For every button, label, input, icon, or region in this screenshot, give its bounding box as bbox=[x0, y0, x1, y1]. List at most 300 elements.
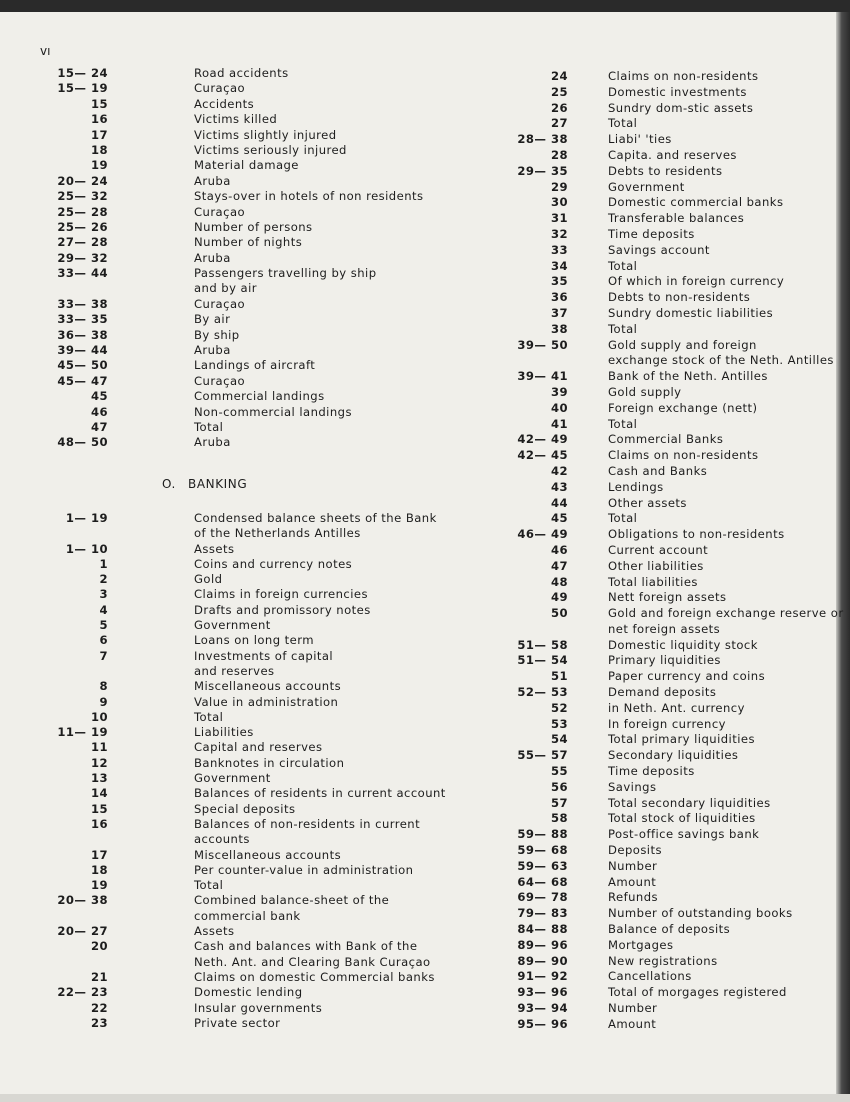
table-number bbox=[40, 832, 108, 847]
entry-title: Government bbox=[608, 179, 685, 194]
entry-title: Insular governments bbox=[194, 1000, 323, 1015]
index-entry bbox=[40, 143, 424, 158]
entry-title: Number of outstanding books bbox=[608, 906, 793, 921]
table-number: 16 bbox=[90, 112, 108, 127]
table-number: 13 bbox=[90, 771, 108, 786]
table-number: 36— 38 bbox=[57, 327, 108, 342]
table-number: 6 bbox=[99, 633, 108, 648]
entry-title: Assets bbox=[194, 924, 235, 939]
scan-bottom-edge bbox=[0, 1094, 850, 1102]
index-entry bbox=[40, 893, 446, 908]
index-entry bbox=[500, 717, 844, 733]
index-entry bbox=[40, 66, 424, 81]
index-entry bbox=[500, 417, 844, 433]
entry-title: Claims in foreign currencies bbox=[194, 587, 368, 602]
index-entry bbox=[500, 116, 844, 132]
entry-title: Post-office savings bank bbox=[608, 827, 760, 842]
index-entry bbox=[500, 606, 844, 622]
entry-title: Per counter-value in administration bbox=[194, 862, 414, 877]
table-number: 3 bbox=[99, 587, 108, 602]
table-number: 30 bbox=[550, 195, 568, 210]
table-number: 1— 10 bbox=[65, 541, 108, 556]
entry-title: Total liabilities bbox=[608, 574, 698, 589]
index-entry bbox=[500, 369, 844, 385]
index-entry bbox=[500, 1001, 844, 1017]
table-number: 39— 41 bbox=[517, 369, 568, 384]
entry-title: Value in administration bbox=[194, 694, 339, 709]
table-number: 15— 19 bbox=[57, 81, 108, 96]
index-entry bbox=[500, 890, 844, 906]
table-number: 32 bbox=[550, 226, 568, 241]
index-entry bbox=[500, 69, 844, 85]
table-number: 33— 38 bbox=[57, 296, 108, 311]
index-entry bbox=[500, 843, 844, 859]
entry-title: Stays-over in hotels of non residents bbox=[194, 189, 424, 204]
table-number: 11 bbox=[90, 740, 108, 755]
index-entry bbox=[500, 1017, 844, 1033]
index-entry bbox=[40, 374, 424, 389]
index-entry bbox=[40, 572, 446, 587]
table-number: 48— 50 bbox=[57, 435, 108, 450]
table-number: 46— 49 bbox=[517, 527, 568, 542]
entry-title: Material damage bbox=[194, 158, 299, 173]
table-number: 5 bbox=[99, 618, 108, 633]
entry-title: In foreign currency bbox=[608, 716, 726, 731]
index-entry bbox=[40, 740, 446, 755]
table-number: 15 bbox=[90, 96, 108, 111]
entry-title: Aruba bbox=[194, 173, 231, 188]
entry-title: Victims killed bbox=[194, 112, 278, 127]
entry-title: Cash and balances with Bank of the bbox=[194, 939, 418, 954]
entry-title: Total bbox=[608, 321, 638, 336]
index-entry bbox=[500, 480, 844, 496]
index-entry bbox=[40, 420, 424, 435]
index-entry bbox=[500, 448, 844, 464]
entry-title: Cash and Banks bbox=[608, 463, 708, 478]
index-entry bbox=[40, 112, 424, 127]
index-entry bbox=[500, 432, 844, 448]
table-number: 20— 38 bbox=[57, 893, 108, 908]
entry-title: net foreign assets bbox=[608, 621, 721, 636]
section-letter: O. bbox=[162, 477, 176, 491]
entry-title: Aruba bbox=[194, 250, 231, 265]
entry-title: Other liabilities bbox=[608, 558, 704, 573]
index-entry bbox=[500, 543, 844, 559]
entry-title: Total secondary liquidities bbox=[608, 795, 771, 810]
index-entry bbox=[40, 328, 424, 343]
table-number: 4 bbox=[99, 602, 108, 617]
entry-title: in Neth. Ant. currency bbox=[608, 700, 745, 715]
table-number: 7 bbox=[99, 648, 108, 663]
entry-title: By air bbox=[194, 312, 231, 327]
entry-title: Amount bbox=[608, 874, 657, 889]
entry-title: Primary liquidities bbox=[608, 653, 721, 668]
table-number: 57 bbox=[550, 795, 568, 810]
table-number: 17 bbox=[90, 847, 108, 862]
table-number: 79— 83 bbox=[517, 906, 568, 921]
table-number: 25 bbox=[550, 84, 568, 99]
index-entry bbox=[40, 695, 446, 710]
index-entry bbox=[40, 81, 424, 96]
entry-title: Liabilities bbox=[194, 725, 254, 740]
table-number: 95— 96 bbox=[517, 1016, 568, 1031]
table-number: 45 bbox=[550, 511, 568, 526]
entry-title: Domestic commercial banks bbox=[608, 195, 784, 210]
index-entry bbox=[40, 389, 424, 404]
entry-title: Curaçao bbox=[194, 296, 246, 311]
index-entry bbox=[500, 922, 844, 938]
table-number: 45— 47 bbox=[57, 373, 108, 388]
index-entry bbox=[40, 817, 446, 832]
index-entry bbox=[500, 496, 844, 512]
index-entry bbox=[500, 385, 844, 401]
table-number: 33 bbox=[550, 242, 568, 257]
entry-title: of the Netherlands Antilles bbox=[194, 526, 361, 541]
table-number: 22— 23 bbox=[57, 985, 108, 1000]
index-entry bbox=[500, 401, 844, 417]
index-entry bbox=[40, 664, 446, 679]
table-number: 47 bbox=[550, 558, 568, 573]
entry-title: Gold supply and foreign bbox=[608, 337, 757, 352]
index-list-left-top bbox=[40, 66, 424, 451]
index-entry bbox=[40, 511, 446, 526]
entry-title: Domestic liquidity stock bbox=[608, 637, 758, 652]
table-number: 28— 38 bbox=[517, 132, 568, 147]
index-entry bbox=[500, 575, 844, 591]
index-entry bbox=[500, 101, 844, 117]
table-number: 10 bbox=[90, 709, 108, 724]
entry-title: Curaçao bbox=[194, 81, 246, 96]
index-entry bbox=[500, 290, 844, 306]
entry-title: Bank of the Neth. Antilles bbox=[608, 369, 768, 384]
table-number: 54 bbox=[550, 732, 568, 747]
index-entry bbox=[500, 796, 844, 812]
entry-title: Total of morgages registered bbox=[608, 985, 787, 1000]
index-entry bbox=[500, 559, 844, 575]
entry-title: Curaçao bbox=[194, 204, 246, 219]
table-number: 18 bbox=[90, 862, 108, 877]
entry-title: Combined balance-sheet of the bbox=[194, 893, 390, 908]
section-heading bbox=[162, 477, 259, 491]
index-entry bbox=[40, 1016, 446, 1031]
table-number: 12 bbox=[90, 755, 108, 770]
table-number bbox=[40, 281, 108, 296]
table-number bbox=[40, 526, 108, 541]
table-number: 15— 24 bbox=[57, 66, 108, 80]
entry-title: Deposits bbox=[608, 843, 662, 858]
entry-title: Claims on non-residents bbox=[608, 69, 759, 83]
index-entry bbox=[500, 622, 844, 638]
table-number: 25— 32 bbox=[57, 189, 108, 204]
table-number: 20— 27 bbox=[57, 924, 108, 939]
entry-title: Neth. Ant. and Clearing Bank Curaçao bbox=[194, 954, 431, 969]
table-number: 45— 50 bbox=[57, 358, 108, 373]
entry-title: Refunds bbox=[608, 890, 658, 905]
index-entry bbox=[500, 85, 844, 101]
entry-title: Lendings bbox=[608, 479, 664, 494]
index-list-right bbox=[500, 69, 844, 1033]
entry-title: Savings account bbox=[608, 242, 710, 257]
table-number: 1 bbox=[99, 556, 108, 571]
entry-title: Number bbox=[608, 858, 658, 873]
entry-title: exchange stock of the Neth. Antilles bbox=[608, 353, 834, 368]
index-entry bbox=[500, 306, 844, 322]
index-list-banking bbox=[40, 511, 446, 1031]
index-entry bbox=[500, 511, 844, 527]
entry-title: Road accidents bbox=[194, 66, 289, 80]
entry-title: Number of persons bbox=[194, 219, 313, 234]
index-entry bbox=[40, 358, 424, 373]
entry-title: Total bbox=[608, 258, 638, 273]
table-number: 33— 35 bbox=[57, 312, 108, 327]
entry-title: Commercial landings bbox=[194, 389, 325, 404]
table-number: 46 bbox=[90, 404, 108, 419]
scan-top-border bbox=[0, 0, 850, 12]
index-entry bbox=[500, 259, 844, 275]
entry-title: Paper currency and coins bbox=[608, 669, 766, 684]
index-entry bbox=[500, 338, 844, 354]
index-entry bbox=[40, 557, 446, 572]
index-entry bbox=[500, 685, 844, 701]
index-entry bbox=[40, 939, 446, 954]
table-number: 52 bbox=[550, 700, 568, 715]
entry-title: Savings bbox=[608, 779, 657, 794]
index-entry bbox=[500, 353, 844, 369]
index-entry bbox=[40, 863, 446, 878]
entry-title: Debts to non-residents bbox=[608, 290, 751, 305]
table-number: 11— 19 bbox=[57, 725, 108, 740]
entry-title: Claims on non-residents bbox=[608, 448, 759, 463]
index-entry bbox=[500, 148, 844, 164]
table-number: 43 bbox=[550, 479, 568, 494]
index-entry bbox=[40, 174, 424, 189]
index-entry bbox=[500, 827, 844, 843]
entry-title: Sundry domestic liabilities bbox=[608, 305, 774, 320]
index-entry bbox=[500, 701, 844, 717]
table-number: 39— 44 bbox=[57, 343, 108, 358]
table-number: 42— 49 bbox=[517, 432, 568, 447]
index-entry bbox=[40, 158, 424, 173]
table-number: 42 bbox=[550, 463, 568, 478]
entry-title: Mortgages bbox=[608, 937, 674, 952]
table-number bbox=[500, 622, 568, 638]
entry-title: Passengers travelling by ship bbox=[194, 266, 377, 281]
entry-title: Capital and reserves bbox=[194, 740, 323, 755]
entry-title: Balances of non-residents in current bbox=[194, 816, 421, 831]
entry-title: Banknotes in circulation bbox=[194, 755, 345, 770]
table-number: 24 bbox=[550, 69, 568, 83]
index-entry bbox=[500, 638, 844, 654]
table-number: 27— 28 bbox=[57, 235, 108, 250]
entry-title: Transferable balances bbox=[608, 211, 745, 226]
index-entry bbox=[40, 587, 446, 602]
entry-title: Total stock of liquidities bbox=[608, 811, 756, 826]
table-number: 27 bbox=[550, 116, 568, 131]
entry-title: Capita. and reserves bbox=[608, 147, 737, 162]
section-title: BANKING bbox=[187, 477, 248, 491]
entry-title: New registrations bbox=[608, 953, 718, 968]
index-entry bbox=[500, 906, 844, 922]
entry-title: Government bbox=[194, 618, 271, 633]
entry-title: Cancellations bbox=[608, 969, 692, 984]
index-entry bbox=[500, 780, 844, 796]
index-entry bbox=[40, 235, 424, 250]
index-entry bbox=[40, 435, 424, 450]
index-entry bbox=[500, 227, 844, 243]
table-number: 44 bbox=[550, 495, 568, 510]
index-entry bbox=[500, 180, 844, 196]
index-entry bbox=[40, 909, 446, 924]
entry-title: commercial bank bbox=[194, 908, 301, 923]
index-entry bbox=[40, 220, 424, 235]
entry-title: Miscellaneous accounts bbox=[194, 847, 342, 862]
entry-title: Claims on domestic Commercial banks bbox=[194, 969, 435, 984]
table-number bbox=[40, 955, 108, 970]
index-entry bbox=[40, 649, 446, 664]
index-entry bbox=[500, 969, 844, 985]
entry-title: By ship bbox=[194, 327, 240, 342]
entry-title: Secondary liquidities bbox=[608, 748, 739, 763]
entry-title: Time deposits bbox=[608, 764, 695, 779]
entry-title: Domestic investments bbox=[608, 84, 747, 99]
index-entry bbox=[40, 312, 424, 327]
table-number: 64— 68 bbox=[517, 874, 568, 889]
index-entry bbox=[40, 710, 446, 725]
index-entry bbox=[40, 970, 446, 985]
entry-title: Government bbox=[194, 771, 271, 786]
entry-title: Non-commercial landings bbox=[194, 404, 352, 419]
index-entry bbox=[40, 189, 424, 204]
entry-title: Victims slightly injured bbox=[194, 127, 337, 142]
entry-title: Obligations to non-residents bbox=[608, 527, 785, 542]
table-number: 9 bbox=[99, 694, 108, 709]
table-number: 53 bbox=[550, 716, 568, 731]
table-number: 34 bbox=[550, 258, 568, 273]
entry-title: Domestic lending bbox=[194, 985, 303, 1000]
entry-title: Nett foreign assets bbox=[608, 590, 727, 605]
table-number: 35 bbox=[550, 274, 568, 289]
index-entry bbox=[40, 205, 424, 220]
table-number: 23 bbox=[90, 1015, 108, 1030]
table-number: 51— 54 bbox=[517, 653, 568, 668]
table-number: 25— 28 bbox=[57, 204, 108, 219]
table-number: 15 bbox=[90, 801, 108, 816]
entry-title: Assets bbox=[194, 541, 235, 556]
entry-title: Total bbox=[608, 511, 638, 526]
table-number: 33— 44 bbox=[57, 266, 108, 281]
index-entry bbox=[500, 132, 844, 148]
entry-title: Sundry dom-stic assets bbox=[608, 100, 754, 115]
index-entry bbox=[500, 274, 844, 290]
table-number: 14 bbox=[90, 786, 108, 801]
index-entry bbox=[500, 211, 844, 227]
index-entry bbox=[500, 764, 844, 780]
entry-title: Condensed balance sheets of the Bank bbox=[194, 511, 437, 525]
index-entry bbox=[500, 243, 844, 259]
table-number bbox=[500, 353, 568, 369]
index-entry bbox=[500, 748, 844, 764]
table-number bbox=[40, 909, 108, 924]
entry-title: Victims seriously injured bbox=[194, 142, 347, 157]
table-number: 8 bbox=[99, 679, 108, 694]
index-entry bbox=[40, 1001, 446, 1016]
entry-title: Drafts and promissory notes bbox=[194, 602, 371, 617]
entry-title: Amount bbox=[608, 1016, 657, 1031]
entry-title: Time deposits bbox=[608, 226, 695, 241]
index-entry bbox=[500, 859, 844, 875]
entry-title: Private sector bbox=[194, 1015, 281, 1030]
table-number: 39— 50 bbox=[517, 337, 568, 352]
entry-title: Current account bbox=[608, 542, 709, 557]
index-entry bbox=[40, 297, 424, 312]
entry-title: Landings of aircraft bbox=[194, 358, 316, 373]
index-entry bbox=[40, 343, 424, 358]
entry-title: Total bbox=[194, 419, 224, 434]
table-number: 59— 63 bbox=[517, 858, 568, 873]
index-entry bbox=[40, 802, 446, 817]
index-entry bbox=[500, 464, 844, 480]
table-number: 58 bbox=[550, 811, 568, 826]
table-number: 38 bbox=[550, 321, 568, 336]
entry-title: Total bbox=[194, 878, 224, 893]
table-number: 59— 68 bbox=[517, 843, 568, 858]
index-entry bbox=[40, 985, 446, 1000]
table-number: 40 bbox=[550, 400, 568, 415]
table-number: 42— 45 bbox=[517, 448, 568, 463]
index-entry bbox=[500, 653, 844, 669]
table-number: 49 bbox=[550, 590, 568, 605]
table-number: 19 bbox=[90, 878, 108, 893]
entry-title: Total bbox=[194, 709, 224, 724]
table-number: 21 bbox=[90, 969, 108, 984]
table-number: 59— 88 bbox=[517, 827, 568, 842]
entry-title: Commercial Banks bbox=[608, 432, 724, 447]
entry-title: Demand deposits bbox=[608, 685, 717, 700]
entry-title: Number of nights bbox=[194, 235, 303, 250]
entry-title: Curaçao bbox=[194, 373, 246, 388]
index-entry bbox=[500, 985, 844, 1001]
table-number bbox=[40, 664, 108, 679]
entry-title: Total bbox=[608, 416, 638, 431]
index-entry bbox=[40, 848, 446, 863]
table-number: 18 bbox=[90, 142, 108, 157]
table-number: 41 bbox=[550, 416, 568, 431]
table-number: 84— 88 bbox=[517, 922, 568, 937]
table-number: 56 bbox=[550, 779, 568, 794]
table-number: 39 bbox=[550, 384, 568, 399]
entry-title: Of which in foreign currency bbox=[608, 274, 785, 289]
index-entry bbox=[40, 251, 424, 266]
entry-title: Total primary liquidities bbox=[608, 732, 755, 747]
table-number: 89— 96 bbox=[517, 937, 568, 952]
table-number: 45 bbox=[90, 389, 108, 404]
table-number: 1— 19 bbox=[65, 511, 108, 525]
index-entry bbox=[500, 195, 844, 211]
entry-title: accounts bbox=[194, 832, 250, 847]
entry-title: Accidents bbox=[194, 96, 255, 111]
table-number: 2 bbox=[99, 572, 108, 587]
table-number: 89— 90 bbox=[517, 953, 568, 968]
index-entry bbox=[40, 97, 424, 112]
index-entry bbox=[40, 266, 424, 281]
index-entry bbox=[40, 679, 446, 694]
index-entry bbox=[500, 669, 844, 685]
index-entry bbox=[40, 725, 446, 740]
table-number: 93— 96 bbox=[517, 985, 568, 1000]
entry-title: Other assets bbox=[608, 495, 687, 510]
entry-title: Balances of residents in current account bbox=[194, 786, 446, 801]
entry-title: and by air bbox=[194, 281, 257, 296]
